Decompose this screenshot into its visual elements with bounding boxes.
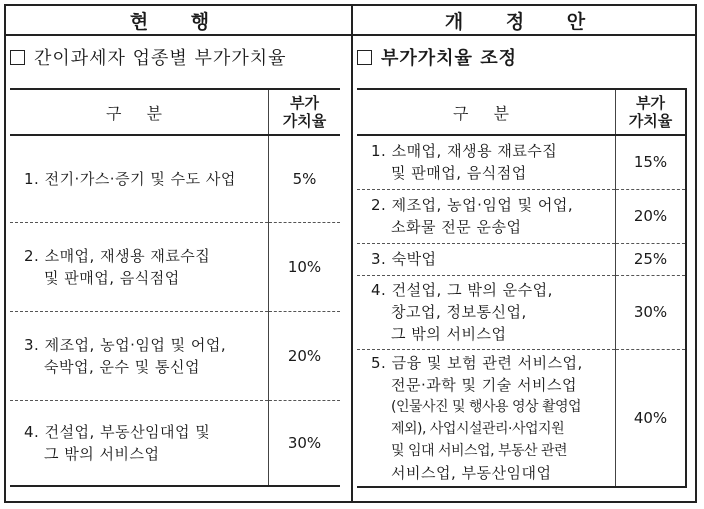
category-line: 및 판매업, 음식점업 — [391, 164, 527, 183]
category-line: 창고업, 정보통신업, — [391, 303, 527, 321]
current-rate-table — [10, 88, 340, 487]
current-heading: 현 행 — [6, 6, 351, 36]
category-line: 소화물 전문 운송업 — [391, 218, 522, 236]
category-line: 및 임대 서비스업, 부동산 관련 — [391, 442, 568, 459]
row-rate: 40% — [616, 349, 687, 487]
category-line: 그 밖의 서비스업 — [44, 444, 160, 463]
row-category — [357, 243, 616, 275]
row-rate: 5% — [292, 169, 317, 188]
row-rate: 20% — [287, 346, 322, 365]
category-line: 4. 건설업, 부동산임대업 및 — [24, 422, 211, 441]
category-line: 및 판매업, 음식점업 — [44, 268, 180, 287]
row-rate: 15% — [616, 135, 687, 189]
row-rate: 20% — [616, 189, 687, 243]
table-row — [357, 349, 686, 487]
category-line: 2. 제조업, 농업·임업 및 어업, — [371, 196, 574, 214]
row-rate: 30% — [616, 275, 687, 349]
category-line: 전문·과학 및 기술 서비스업 — [391, 375, 577, 394]
category-line: (인물사진 및 행사용 영상 촬영업 — [391, 398, 582, 415]
category-header: 구 분 — [357, 89, 616, 135]
category-header: 구 분 — [10, 89, 269, 135]
rate-header-line1: 부가 — [290, 94, 319, 112]
category-line: 3. 제조업, 농업·임업 및 어업, — [24, 335, 227, 354]
rate-header-line2: 가치율 — [282, 112, 327, 130]
category-line: 1. 전기·가스·증기 및 수도 사업 — [24, 169, 236, 188]
proposed-rate-table — [357, 88, 687, 488]
table-header-row — [10, 89, 340, 135]
rate-header-line1: 부가 — [636, 94, 665, 112]
checkbox-square-icon — [10, 50, 25, 65]
table-row — [357, 275, 686, 349]
table-row — [357, 135, 686, 189]
row-category — [357, 135, 616, 189]
row-category — [10, 222, 269, 311]
row-rate: 10% — [287, 257, 322, 276]
table-row — [10, 400, 340, 486]
current-subtitle — [10, 40, 287, 74]
row-category — [10, 135, 269, 222]
row-rate: 30% — [287, 433, 322, 452]
table-row — [10, 135, 340, 222]
row-category — [10, 311, 269, 400]
proposed-subtitle — [357, 40, 517, 74]
rate-header-line2: 가치율 — [628, 112, 673, 130]
table-row — [10, 222, 340, 311]
row-rate: 25% — [616, 243, 687, 275]
proposed-subtitle-text: 부가가치율 조정 — [381, 48, 517, 69]
checkbox-square-icon — [357, 50, 372, 65]
current-subtitle-text: 간이과세자 업종별 부가가치율 — [34, 48, 287, 69]
row-category — [357, 349, 616, 487]
rate-header — [616, 89, 687, 135]
category-line: 1. 소매업, 재생용 재료수집 — [371, 142, 558, 161]
category-line: 그 밖의 서비스업 — [391, 325, 507, 343]
category-line: 2. 소매업, 재생용 재료수집 — [24, 246, 211, 265]
table-row — [357, 243, 686, 275]
proposed-heading: 개 정 안 — [353, 6, 695, 36]
category-line: 숙박업, 운수 및 통신업 — [44, 357, 200, 376]
column-divider — [351, 6, 353, 501]
table-header-row — [357, 89, 686, 135]
category-line: 제외), 사업시설관리·사업지원 — [391, 420, 565, 437]
category-line: 서비스업, 부동산임대업 — [391, 463, 552, 482]
category-line: 4. 건설업, 그 밖의 운수업, — [371, 281, 553, 299]
row-category — [357, 189, 616, 243]
row-category — [10, 400, 269, 486]
row-category — [357, 275, 616, 349]
rate-header — [269, 89, 341, 135]
category-line: 3. 숙박업 — [371, 250, 437, 268]
category-line: 5. 금융 및 보험 관련 서비스업, — [371, 353, 583, 372]
table-row — [357, 189, 686, 243]
table-row — [10, 311, 340, 400]
